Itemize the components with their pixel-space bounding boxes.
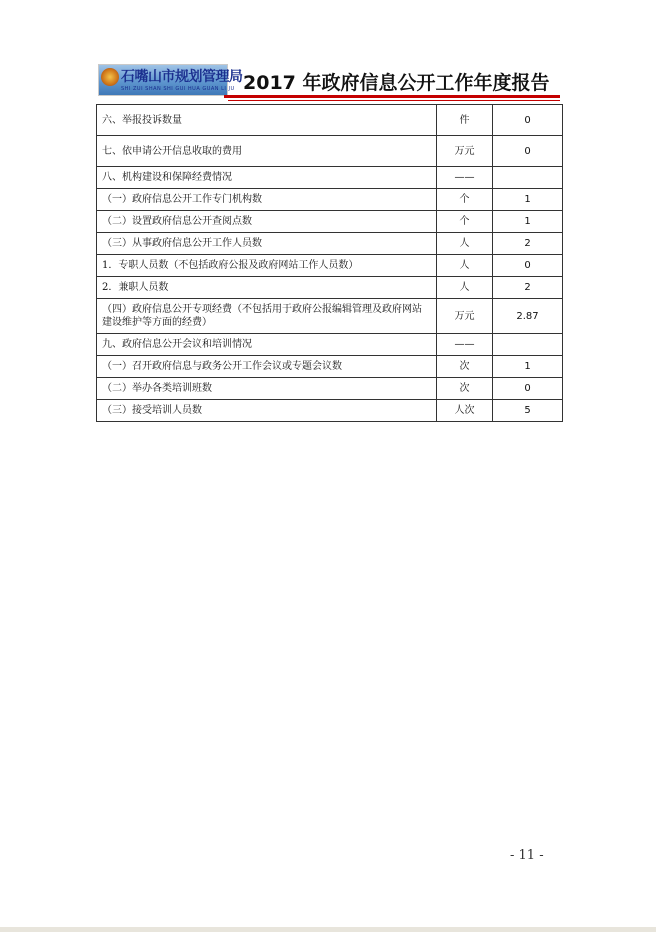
row-unit: 人 xyxy=(437,255,493,277)
header-rule-thin xyxy=(228,100,560,101)
row-item: 九、政府信息公开会议和培训情况 xyxy=(97,334,437,356)
row-value: 1 xyxy=(493,356,563,378)
row-value: 2 xyxy=(493,277,563,299)
row-unit: 万元 xyxy=(437,136,493,167)
row-unit: 次 xyxy=(437,356,493,378)
row-value: 0 xyxy=(493,136,563,167)
row-value: 0 xyxy=(493,255,563,277)
logo-pinyin: SHI ZUI SHAN SHI GUI HUA GUAN LI JU xyxy=(121,86,235,92)
row-item: （一）政府信息公开工作专门机构数 xyxy=(97,189,437,211)
table-row xyxy=(97,356,563,378)
table-row xyxy=(97,400,563,422)
page-bottom-edge xyxy=(0,927,656,932)
row-item: （四）政府信息公开专项经费（不包括用于政府公报编辑管理及政府网站建设维护等方面的经费） xyxy=(97,299,437,334)
row-item: 六、举报投诉数量 xyxy=(97,105,437,136)
row-unit: 人次 xyxy=(437,400,493,422)
table-row xyxy=(97,105,563,136)
emblem-icon xyxy=(101,68,119,86)
row-unit: —— xyxy=(437,167,493,189)
table-row xyxy=(97,189,563,211)
row-value: 0 xyxy=(493,378,563,400)
report-title: 2017 年政府信息公开工作年度报告 xyxy=(243,72,550,94)
row-item: （一）召开政府信息与政务公开工作会议或专题会议数 xyxy=(97,356,437,378)
row-unit: 人 xyxy=(437,233,493,255)
row-unit: 个 xyxy=(437,211,493,233)
row-item: 1．专职人员数（不包括政府公报及政府网站工作人员数） xyxy=(97,255,437,277)
table-row xyxy=(97,167,563,189)
row-value: 2 xyxy=(493,233,563,255)
report-header xyxy=(98,64,560,102)
row-value: 1 xyxy=(493,189,563,211)
row-value: 1 xyxy=(493,211,563,233)
row-unit: 万元 xyxy=(437,299,493,334)
table-row xyxy=(97,277,563,299)
table-row xyxy=(97,233,563,255)
table-row xyxy=(97,255,563,277)
statistics-table xyxy=(96,104,563,422)
row-item: （二）举办各类培训班数 xyxy=(97,378,437,400)
row-unit: —— xyxy=(437,334,493,356)
table-row xyxy=(97,378,563,400)
logo-text: 石嘴山市规划管理局 xyxy=(121,69,243,85)
row-value: 5 xyxy=(493,400,563,422)
row-unit: 件 xyxy=(437,105,493,136)
row-item: （二）设置政府信息公开查阅点数 xyxy=(97,211,437,233)
row-unit: 次 xyxy=(437,378,493,400)
row-item: （三）从事政府信息公开工作人员数 xyxy=(97,233,437,255)
row-item: 2．兼职人员数 xyxy=(97,277,437,299)
bureau-logo xyxy=(98,64,243,96)
row-value xyxy=(493,167,563,189)
row-unit: 个 xyxy=(437,189,493,211)
row-item: 七、依申请公开信息收取的费用 xyxy=(97,136,437,167)
row-item: （三）接受培训人员数 xyxy=(97,400,437,422)
table-row xyxy=(97,211,563,233)
row-value: 2.87 xyxy=(493,299,563,334)
table-row xyxy=(97,334,563,356)
table-row xyxy=(97,299,563,334)
row-value xyxy=(493,334,563,356)
row-value: 0 xyxy=(493,105,563,136)
header-rule-thick xyxy=(224,95,560,98)
table-row xyxy=(97,136,563,167)
row-unit: 人 xyxy=(437,277,493,299)
page-number: - 11 - xyxy=(510,848,544,863)
row-item: 八、机构建设和保障经费情况 xyxy=(97,167,437,189)
